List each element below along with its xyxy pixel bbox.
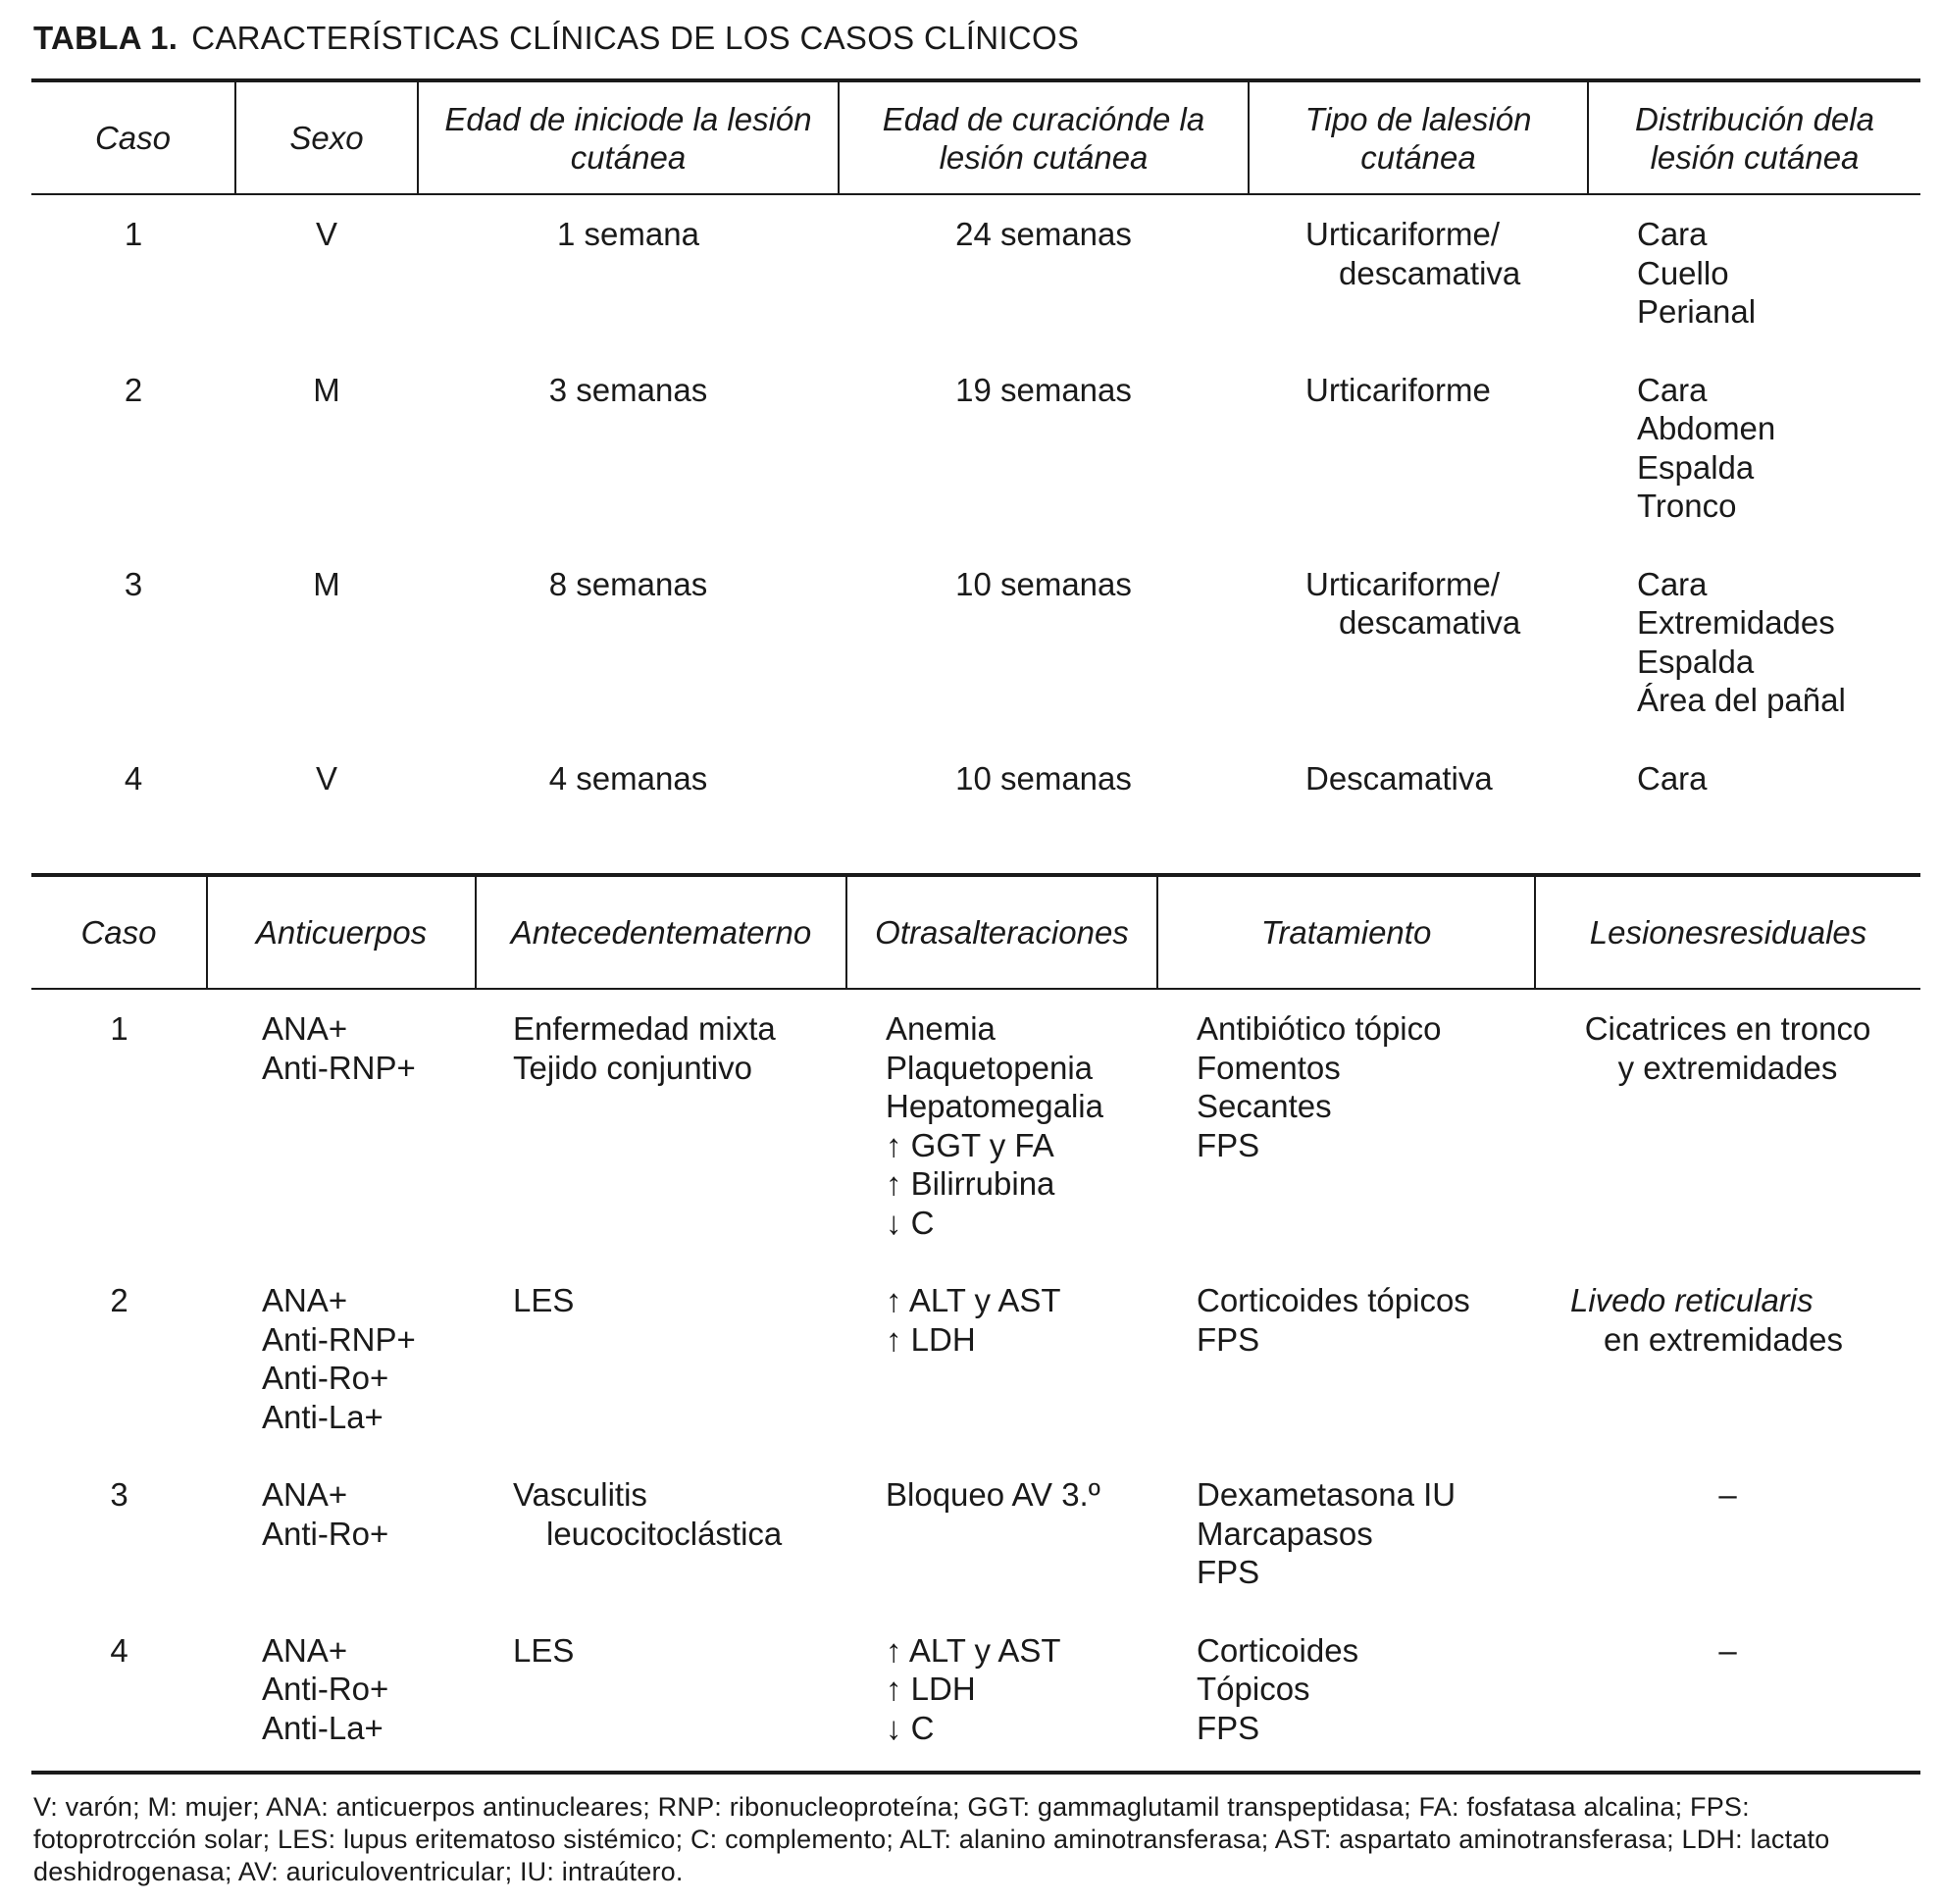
table-row [31,1631,1920,1774]
header-tipo-lesion: Tipo de lalesión cutánea [1249,80,1588,194]
cell-sexo: M [313,565,340,602]
header-sexo: Sexo [235,80,418,194]
cell-sexo: V [315,759,337,797]
cell-sexo: M [313,371,340,408]
table-caption: CARACTERÍSTICAS CLÍNICAS DE LOS CASOS CLÍNICOS [191,20,1080,56]
cell-edad-inicio: 3 semanas [548,371,708,408]
cell-anticuerpos: ANA+ Anti-Ro+ [262,1476,389,1552]
cell-edad-inicio: 8 semanas [548,565,708,602]
cell-anticuerpos: ANA+ Anti-RNP+ [262,1010,416,1086]
cell-alteraciones: ↑ ALT y AST ↑ LDH [886,1282,1061,1358]
table-row [31,371,1920,565]
table-title [33,20,1079,57]
header-tratamiento: Tratamiento [1157,875,1535,989]
cell-distribucion: Cara Cuello Perianal [1637,216,1757,330]
cell-edad-curacion: 10 semanas [955,759,1132,797]
header-edad-curacion: Edad de curaciónde la lesión cutánea [839,80,1249,194]
cell-tipo-lesion: Descamativa [1305,759,1493,797]
cell-alteraciones: Anemia Plaquetopenia Hepatomegalia ↑ GGT y FA ↑ Bilirrubina ↓ C [886,1010,1103,1241]
table-row [31,1475,1920,1631]
cell-tipo-lesion: Urticariforme/ descamativa [1305,565,1521,641]
cell-distribucion: Cara [1637,759,1708,797]
clinical-table-2 [31,873,1920,1775]
table-row [31,565,1920,759]
cell-edad-curacion: 10 semanas [955,565,1132,602]
cell-distribucion: Cara Abdomen Espalda Tronco [1637,371,1776,524]
table-row [31,194,1920,371]
cell-caso: 4 [124,759,143,797]
cell-antecedente: LES [513,1282,575,1318]
cell-tratamiento: Dexametasona IU Marcapasos FPS [1197,1476,1456,1590]
cell-tratamiento: Antibiótico tópico Fomentos Secantes FPS [1197,1010,1442,1163]
cell-alteraciones: Bloqueo AV 3.º [886,1476,1100,1513]
cell-caso: 2 [110,1282,128,1318]
cell-edad-curacion: 19 semanas [955,371,1132,408]
cell-edad-inicio: 1 semana [557,216,699,252]
cell-residuales: Cicatrices en tronco y extremidades [1584,1010,1871,1086]
header-caso: Caso [80,914,157,951]
table-label: TABLA 1. [33,20,179,56]
header-distribucion: Distribución dela lesión cutánea [1588,80,1920,194]
cell-edad-curacion: 24 semanas [955,216,1132,252]
cell-tipo-lesion: Urticariforme [1305,371,1491,408]
cell-caso: 3 [110,1476,128,1513]
cell-residuales: – [1718,1631,1737,1669]
cell-tipo-lesion: Urticariforme/ descamativa [1305,216,1521,291]
header-edad-inicio: Edad de iniciode la lesión cutánea [418,80,839,194]
cell-caso: 1 [110,1010,128,1047]
clinical-table-1 [31,78,1920,866]
cell-anticuerpos: ANA+ Anti-Ro+ Anti-La+ [262,1631,389,1746]
cell-antecedente: LES [513,1631,575,1669]
cell-distribucion: Cara Extremidades Espalda Área del pañal [1637,565,1846,718]
cell-edad-inicio: 4 semanas [548,759,708,797]
table-row [31,989,1920,1281]
header-lesiones-residuales: Lesionesresiduales [1535,875,1920,989]
cell-caso: 4 [110,1631,128,1669]
cell-anticuerpos: ANA+ Anti-RNP+ Anti-Ro+ Anti-La+ [262,1282,416,1435]
cell-tratamiento: Corticoides tópicos FPS [1197,1282,1470,1358]
header-anticuerpos: Anticuerpos [207,875,476,989]
cell-caso: 2 [124,371,143,408]
table-row [31,759,1920,867]
table-header-row [31,875,1920,989]
header-caso: Caso [94,120,172,156]
table-footnote: V: varón; M: mujer; ANA: anticuerpos antinucleares; RNP: ribonucleoproteína; GGT: gammaglutamil transpeptidasa; FA: fosfatasa alcalina; FPS: fotoprotrcción solar; LES: lupus eritematoso sistémico; C: complemento; ALT: alanino aminotransferasa; AST: aspartato aminotransferasa; LDH: lactato deshidrogenasa; AV: auriculoventricular; IU: intraútero. [33,1792,1830,1886]
cell-tratamiento: Corticoides Tópicos FPS [1197,1631,1359,1746]
table-row [31,1281,1920,1475]
cell-antecedente: Vasculitis leucocitoclástica [513,1476,783,1552]
header-antecedente-materno: Antecedentematerno [476,875,846,989]
cell-caso: 1 [124,216,143,252]
cell-alteraciones: ↑ ALT y AST ↑ LDH ↓ C [886,1631,1061,1746]
cell-antecedente: Enfermedad mixta Tejido conjuntivo [513,1010,776,1086]
cell-sexo: V [315,216,337,252]
table-header-row [31,80,1920,194]
cell-residuales: Livedo reticularis en extremidades [1570,1282,1843,1358]
header-otras-alteraciones: Otrasalteraciones [846,875,1157,989]
cell-residuales: – [1718,1476,1737,1513]
cell-caso: 3 [124,565,143,602]
